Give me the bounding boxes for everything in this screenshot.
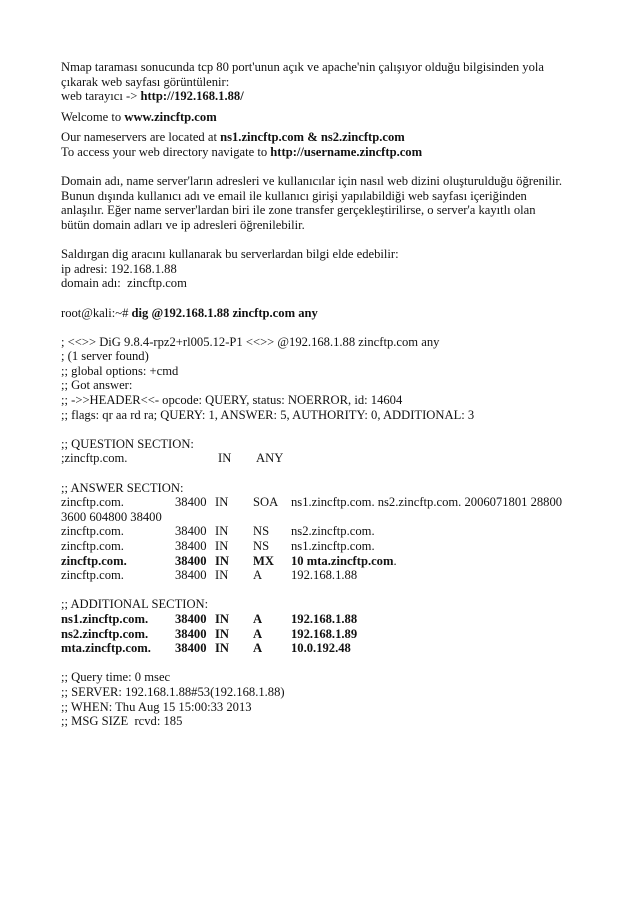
footer-line: ;; MSG SIZE rcvd: 185 <box>61 714 183 729</box>
dig-output-line: ;; ->>HEADER<<- opcode: QUERY, status: NOERROR, id: 14604 <box>61 393 403 408</box>
answer-row-ns: zincftp.com. 38400 IN NS ns1.zincftp.com. <box>61 539 375 553</box>
dig-output-line: ;; flags: qr aa rd ra; QUERY: 1, ANSWER: 5, AUTHORITY: 0, ADDITIONAL: 3 <box>61 407 475 422</box>
welcome-site: www.zincftp.com <box>124 109 217 124</box>
additional-row: ns2.zincftp.com. 38400 IN A 192.168.1.89 <box>61 626 358 641</box>
explanation-line: Bunun dışında kullanıcı adı ve email ile kullanıcı girişi yapılabildiği web sayfası içeriğinden <box>61 188 527 203</box>
document-body <box>61 60 601 729</box>
answer-row-ns: zincftp.com. 38400 IN NS ns2.zincftp.com. <box>61 524 375 539</box>
footer-line: ;; SERVER: 192.168.1.88#53(192.168.1.88) <box>61 684 285 699</box>
dig-output-line: ; <<>> DiG 9.8.4-rpz2+rl005.12-P1 <<>> @192.168.1.88 zincftp.com any <box>61 334 440 349</box>
answer-row-soa-continuation: 3600 604800 38400 <box>61 509 162 524</box>
command-line <box>61 306 601 321</box>
question-row: ;zincftp.com. IN ANY <box>61 451 284 466</box>
dig-command: dig @192.168.1.88 zincftp.com any <box>131 305 318 320</box>
dig-output-line: ; (1 server found) <box>61 349 149 364</box>
domain-name-line: domain adı: zincftp.com <box>61 276 187 291</box>
explanation-line: anlaşılır. Eğer name server'lardan biri ile zone transfer gerçekleştirilirse, o server'a kayıtlı olan <box>61 203 536 218</box>
nameservers-value: ns1.zincftp.com & ns2.zincftp.com <box>220 130 405 145</box>
answer-row-a: zincftp.com. 38400 IN A 192.168.1.88 <box>61 568 358 583</box>
footer-line: ;; Query time: 0 msec <box>61 670 171 685</box>
shell-prompt: root@kali:~# <box>61 305 132 320</box>
ip-address-line: ip adresi: 192.168.1.88 <box>61 261 177 276</box>
access-line: To access your web directory navigate to http://username.zincftp.com <box>61 144 423 159</box>
dig-output-line: ;; global options: +cmd <box>61 363 179 378</box>
answer-row-soa: zincftp.com. 38400 IN SOA ns1.zincftp.com. ns2.zincftp.com. 2006071801 28800 <box>61 495 563 510</box>
answer-row-mx: zincftp.com. 38400 IN MX 10 mta.zincftp.com. <box>61 553 397 568</box>
explanation-line: bütün domain adları ve ip adresleri öğrenilebilir. <box>61 217 305 232</box>
welcome-line: Welcome to www.zincftp.com <box>61 109 217 124</box>
additional-section-title: ;; ADDITIONAL SECTION: <box>61 597 209 612</box>
question-section-title: ;; QUESTION SECTION: <box>61 436 194 451</box>
nameservers-line: Our nameservers are located at ns1.zincftp.com & ns2.zincftp.com <box>61 130 405 145</box>
additional-row: mta.zincftp.com. 38400 IN A 10.0.192.48 <box>61 641 351 656</box>
target-url: http://192.168.1.88/ <box>140 89 244 104</box>
intro-line: Nmap taraması sonucunda tcp 80 port'unun açık ve apache'nin çalışıyor olduğu bilgisinden yola <box>61 60 544 74</box>
access-url: http://username.zincftp.com <box>270 144 423 159</box>
attacker-line: Saldırgan dig aracını kullanarak bu serverlardan bilgi elde edebilir: <box>61 247 399 262</box>
footer-line: ;; WHEN: Thu Aug 15 15:00:33 2013 <box>61 699 252 714</box>
additional-row: ns1.zincftp.com. 38400 IN A 192.168.1.88 <box>61 611 358 626</box>
explanation-line: Domain adı, name server'ların adresleri ve kullanıcılar için nasıl web dizini oluşturulduğu öğrenilir. <box>61 174 562 189</box>
answer-section-title: ;; ANSWER SECTION: <box>61 480 184 495</box>
dig-output-line: ;; Got answer: <box>61 378 133 393</box>
intro-url-line: web tarayıcı -> http://192.168.1.88/ <box>61 89 244 104</box>
intro-line: çıkarak web sayfası görüntülenir: <box>61 74 230 89</box>
